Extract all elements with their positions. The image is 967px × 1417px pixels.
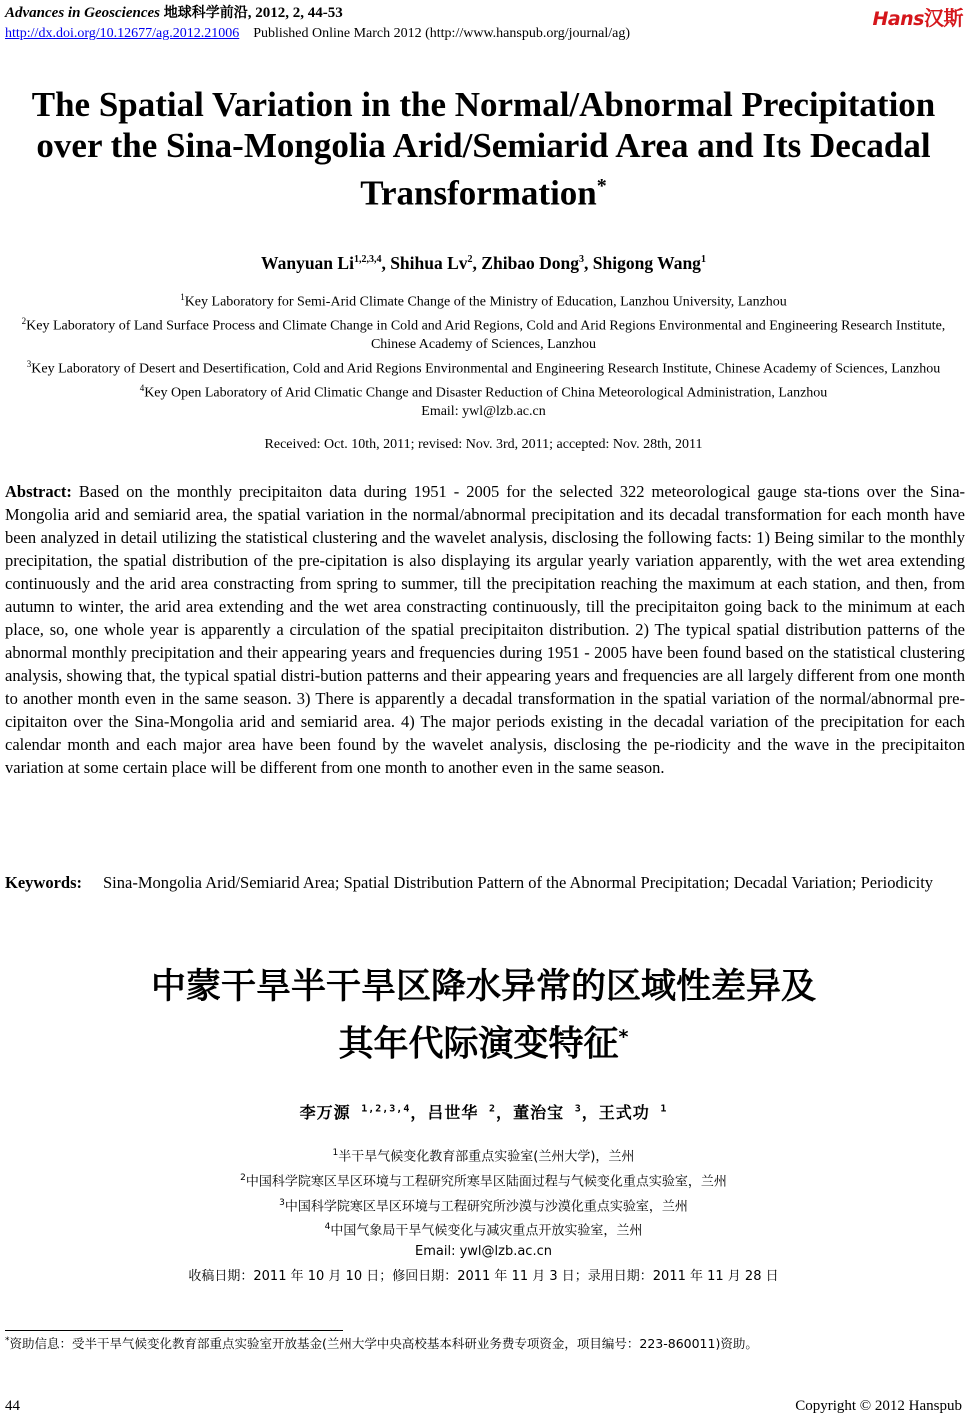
affiliation: $^4$Key Open Laboratory of Arid Climatic Change and Disaster Reduction of China Meteorological Administration, Lanzhou [139, 382, 828, 401]
journal-header [5, 4, 343, 22]
chinese-affiliation: $^2$中国科学院寒区旱区环境与工程研究所寒旱区陆面过程与气候变化重点实验室，兰州 [240, 1172, 727, 1190]
copyright: Copyright © 2012 Hanspub [795, 1398, 962, 1414]
chinese-email[interactable]: Email: ywl@lzb.ac.cn [415, 1244, 552, 1260]
author: Shigong Wang$^1$ [592, 253, 706, 273]
chinese-affiliation: $^1$半干旱气候变化教育部重点实验室(兰州大学)，兰州 [332, 1148, 635, 1165]
page-number: 44 [5, 1398, 20, 1414]
footnote-text: 资助信息：受半干旱气候变化教育部重点实验室开放基金(兰州大学中央高校基本科研业务费专项资金，项目编号：223-860011)资助。 [9, 1336, 758, 1351]
journal-name-cn: 地球科学前沿 [163, 5, 248, 21]
affiliation: $^3$Key Laboratory of Desert and Desertification, Cold and Arid Regions Environmental and Engineering Research Institute, Chinese Academy of Sciences, Lanzhou [26, 358, 941, 377]
author-list [0, 253, 967, 274]
logo-text-cn: 汉斯 [924, 6, 963, 30]
chinese-title-line-2-text: 其年代际演变特征 [338, 1024, 619, 1065]
chinese-author-list [0, 1100, 967, 1123]
chinese-author: 李万源 $^{1,2,3,4}$， [299, 1103, 428, 1122]
author: Shihua Lv$^2$, [390, 253, 482, 273]
abstract-text: Based on the monthly precipitaiton data during 1951 - 2005 for the selected 322 meteorological gauge sta-tions over the Sina-Mongolia arid and semiarid area, the spatial variation in the normal/abnormal precipitation and its decadal transformation for each month have been analyzed in detail utilizing the statistical clustering and the wavelet analysis, disclosing the following facts: 1) Being similar to the monthly precipitation, the spatial distribution of the pre-cipitation is also displaying its argular yearly variation apparently, with the wet area extending continuously and the arid area constracting from spring to summer, till the precipitation reaching the maximum at each station, and then, from autumn to winter, the arid area extending and the wet area constracting continuously, till the precipitaiton going back to the minimum at each place, so, one whole year is apparently a circulation of the spatial precipitaiton distribution. 2) The typical spatial distribution patterns of the abnormal monthly precipitation and their appearing years and frequencies during 1951 - 2005 have been found based on the statistical clustering analysis, showing that, the typical spatial distri-bution patterns and their appearing years and frequencies are all largely different from one month to another month even in the same season. 3) There is apparently a decadal transformation in the spatial variation of the normal/abnormal pre-cipitaiton over the Sina-Mongolia arid and semiarid area. 4) The major periods existing in the decadal variation of the precipitation for each calendar month and each major area have been found by the wavelet analysis, disclosing the pe-riodicity and the wave in the precipitaiton variation at some certain place will be different from one month to another even in the same season. [5, 482, 966, 777]
doi-link[interactable]: http://dx.doi.org/10.12677/ag.2012.21006 [5, 26, 240, 41]
title-line-1: The Spatial Variation in the Normal/Abnormal Precipitation [31, 85, 936, 124]
published-online: Published Online March 2012 (http://www.hanspub.org/journal/ag) [253, 26, 631, 41]
abstract [5, 480, 965, 779]
title-line-3-text: Transformation [360, 173, 597, 213]
footnote-mark: * [5, 1335, 10, 1346]
chinese-author: 董治宝 $^3$， [513, 1103, 599, 1122]
email[interactable]: Email: ywl@lzb.ac.cn [421, 404, 546, 420]
chinese-affiliation: $^4$中国气象局干旱气候变化与减灾重点开放实验室，兰州 [324, 1222, 643, 1239]
keywords-text: Sina-Mongolia Arid/Semiarid Area; Spatial Distribution Pattern of the Abnormal Precipitation; Decadal Variation; Periodicity [103, 873, 934, 892]
funding-footnote [5, 1334, 758, 1352]
journal-name: Advances in Geosciences [5, 5, 160, 21]
author: Wanyuan Li$^{1,2,3,4}$, [261, 253, 391, 273]
logo-text-en: Hans [872, 8, 924, 30]
chinese-received-dates: 收稿日期：2011 年 10 月 10 日；修回日期：2011 年 11 月 3 日；录用日期：2011 年 11 月 28 日 [188, 1269, 779, 1284]
paper-title [0, 84, 967, 214]
affiliation: $^1$Key Laboratory for Semi-Arid Climate Change of the Ministry of Education, Lanzhou University, Lanzhou [180, 292, 787, 310]
footnote-divider [5, 1330, 343, 1331]
author: Zhibao Dong$^3$, [481, 253, 593, 273]
chinese-author: 吕世华 $^2$， [427, 1103, 514, 1122]
chinese-affiliations [0, 1143, 967, 1263]
chinese-affiliation: $^3$中国科学院寒区旱区环境与工程研究所沙漠与沙漠化重点实验室，兰州 [279, 1197, 688, 1214]
chinese-title [0, 962, 967, 1070]
title-line-2: over the Sina-Mongolia Arid/Semiarid Area and Its Decadal [36, 126, 931, 165]
hanspub-logo [872, 2, 963, 31]
title-footnote-mark: * [596, 175, 607, 197]
affiliations [10, 288, 957, 422]
chinese-author: 王式功 $^1$ [598, 1103, 668, 1122]
journal-volume: , 2012, 2, 44-53 [247, 5, 343, 21]
chinese-title-line-1: 中蒙干旱半干旱区降水异常的区域性差异及 [150, 967, 816, 1007]
affiliation: $^2$Key Laboratory of Land Surface Process and Climate Change in Cold and Arid Regions, Cold and Arid Regions Environmental and Engineering Research Institute, Chinese Academy of Sciences, Lanzhou [21, 316, 946, 353]
received-dates: Received: Oct. 10th, 2011; revised: Nov. 3rd, 2011; accepted: Nov. 28th, 2011 [264, 437, 703, 452]
chinese-title-line-2 [0, 1012, 967, 1070]
keywords [5, 871, 960, 894]
abstract-label: Abstract: [5, 482, 72, 501]
publication-line [5, 25, 630, 43]
title-line-3 [0, 166, 967, 214]
keywords-label: Keywords: [5, 873, 82, 892]
chinese-title-footnote-mark: * [618, 1026, 629, 1048]
